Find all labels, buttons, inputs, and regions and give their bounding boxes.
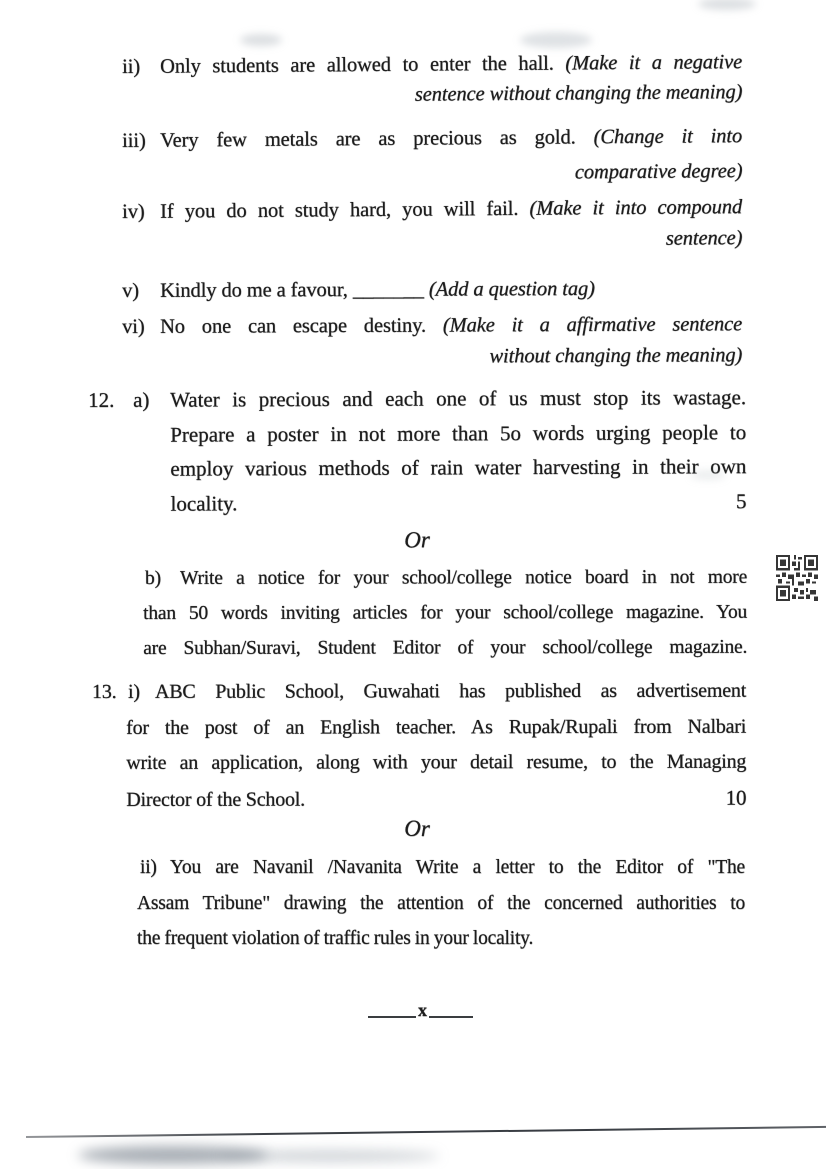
question-last-line: [170, 484, 746, 521]
grammar-item-iii: [122, 119, 743, 194]
item-instruction: (Make it a negative: [565, 51, 743, 75]
question-line: the frequent violation of traffic rules in your locality.: [137, 928, 534, 949]
item-instruction-line-2: without changing the meaning): [489, 344, 743, 368]
item-instruction-line-2: comparative degree): [574, 160, 743, 184]
question-13i: [92, 674, 746, 818]
scan-smudge: [690, 470, 726, 480]
item-instruction-line-2: sentence without changing the meaning): [414, 81, 743, 106]
option-label: a): [133, 387, 150, 412]
item-line-1: [160, 192, 742, 228]
item-instruction: (Change it into: [593, 125, 743, 149]
question-line: locality.: [170, 490, 238, 516]
question-line: ABC Public School, Guwahati has published as advertisement: [155, 679, 747, 703]
item-label: iii): [122, 129, 146, 152]
question-line: Assam Tribune" drawing the attention of the concerned authorities to: [137, 892, 745, 914]
item-line-1: [160, 273, 742, 306]
item-instruction-line-2: sentence): [665, 227, 743, 250]
question-line: than 50 words inviting articles for your school/college magazine. You: [143, 601, 748, 624]
marks-badge: 10: [725, 785, 747, 810]
question-12b: [143, 560, 747, 666]
item-instruction: (Make it into compound: [529, 196, 743, 220]
question-line: are Subhan/Suravi, Student Editor of your school/college magazine.: [143, 636, 748, 659]
item-line-1: [160, 309, 742, 343]
answer-blank: _______: [352, 278, 424, 301]
scan-smudge: [240, 34, 282, 46]
grammar-item-vi: [122, 309, 742, 374]
scan-smudge: [698, 0, 756, 10]
scan-shadow: [220, 1150, 440, 1162]
scan-smudge: [520, 32, 592, 48]
or-divider-1: Or: [404, 527, 430, 553]
marks-badge: 5: [735, 488, 747, 513]
item-label: ii): [122, 55, 141, 78]
question-line: Write a notice for your school/college notice board in not more: [180, 566, 748, 589]
grammar-item-ii: [122, 47, 742, 112]
qr-code-icon: [776, 555, 818, 601]
item-text: No one can escape destiny.: [160, 314, 427, 338]
item-instruction: (Make it a affirmative sentence: [442, 313, 743, 337]
question-number: 12.: [88, 387, 115, 412]
option-label: i): [128, 680, 140, 703]
item-label: vi): [122, 315, 145, 338]
item-text: Only students are allowed to enter the hall.: [160, 52, 554, 78]
question-12a: [88, 380, 747, 521]
end-separator: [368, 998, 473, 1018]
item-text: Very few metals are as precious as gold.: [160, 126, 576, 152]
separator-rule-right: [429, 1002, 473, 1018]
question-line: Water is precious and each one of us must stop its wastage.: [170, 385, 747, 412]
option-label: ii): [140, 857, 157, 878]
question-line: for the post of an English teacher. As Rupak/Rupali from Nalbari: [126, 715, 747, 739]
option-label: b): [145, 567, 161, 589]
separator-x: x: [418, 1000, 427, 1020]
item-text: Kindly do me a favour,: [160, 279, 348, 302]
page-edge-line: [26, 1126, 826, 1138]
item-line-1: [160, 47, 742, 82]
question-13ii: [137, 850, 745, 957]
question-number: 13.: [92, 680, 117, 703]
question-line: You are Navanil /Navanita Write a letter to the Editor of "The: [170, 857, 745, 878]
item-instruction: (Add a question tag): [428, 277, 595, 301]
or-divider-2: Or: [404, 816, 430, 841]
item-label: v): [122, 279, 140, 302]
grammar-item-v: [122, 273, 742, 306]
question-line: Director of the School.: [126, 788, 305, 811]
item-label: iv): [122, 200, 145, 223]
item-line-1: [160, 119, 742, 159]
question-last-line: [126, 780, 746, 818]
question-line: Prepare a poster in not more than 5o words urging people to: [170, 419, 747, 447]
question-line: write an application, along with your detail resume, to the Managing: [126, 750, 747, 774]
item-text: If you do not study hard, you will fail.: [160, 197, 519, 223]
separator-rule-left: [368, 1002, 416, 1018]
question-line: employ various methods of rain water harvesting in their own: [170, 454, 747, 481]
grammar-item-iv: [122, 192, 742, 259]
